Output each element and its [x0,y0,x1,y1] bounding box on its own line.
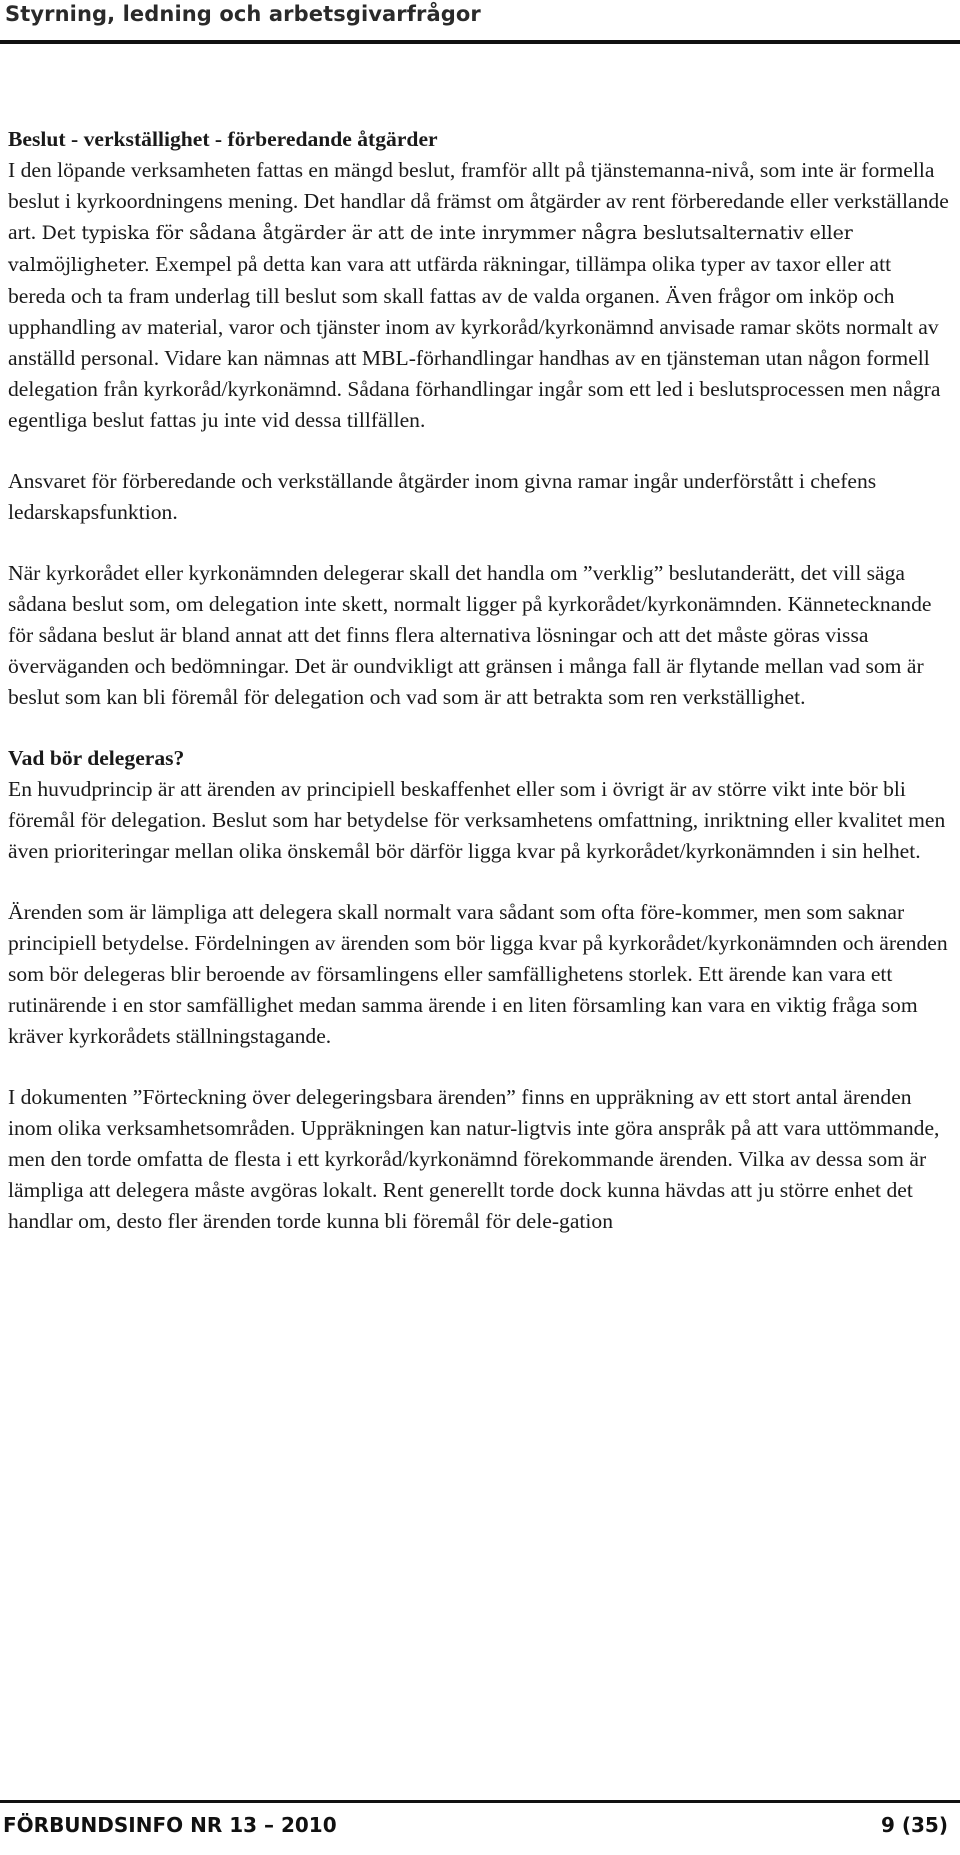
text-span: Exempel på detta kan vara att utfärda räkningar, tillämpa olika typer av taxor eller att bereda och ta fram underlag till beslut som skall fattas av de valda organen. [8,252,892,308]
page-header-title: Styrning, ledning och arbetsgivarfrågor [5,2,481,26]
footer-publication: FÖRBUNDSINFO NR 13 – 2010 [3,1813,337,1837]
footer-divider [0,1800,960,1803]
document-body [8,124,953,1237]
paragraph-huvudprincip: En huvudprincip är att ärenden av principiell beskaffenhet eller som i övrigt är av större vikt inte bör bli föremål för delegation. Beslut som har betydelse för verksamhetens omfattning, inriktning eller kvalitet men även prioriteringar mellan olika önskemål bör därför ligga kvar på kyrkorådet/kyrkonämnden i sin helhet. [8,777,946,863]
paragraph-beslut-intro [8,155,953,436]
text-span: I den löpande verksamheten fattas en mängd beslut, framför allt på tjänstemanna-nivå, som inte är formella beslut i kyrkoordningens mening. Det handlar då främst om åtgärder av rent förberedande eller verkställande art. [8,158,949,244]
paragraph-ansvaret: Ansvaret för förberedande och verkställande åtgärder inom givna ramar ingår underförstått i chefens ledarskapsfunktion. [8,469,877,524]
text-span: Även frågor om inköp och upphandling av material, varor och tjänster inom av kyrkoråd/kyrkonämnd anvisade ramar sköts normalt av anställd personal. [8,284,939,370]
section-heading-beslut: Beslut - verkställighet - förberedande åtgärder [8,127,438,151]
header-divider [0,40,960,44]
paragraph-delegerar: När kyrkorådet eller kyrkonämnden delegerar skall det handla om ”verklig” beslutanderätt, det vill säga sådana beslut som, om delegation inte skett, normalt ligger på kyrkorådet/kyrkonämnden. Kännetecknande för sådana beslut är bland annat att det finns flera alternativa lösningar och att det måste göras vissa överväganden och bedömningar. Det är oundvikligt att gränsen i många fall är flytande mellan vad som är beslut som kan bli föremål för delegation och vad som är att betrakta som ren verkställighet. [8,561,932,709]
section-heading-vad-bor-delegeras: Vad bör delegeras? [8,746,185,770]
text-span: Det typiska för sådana åtgärder är att de inte inrymmer några beslutsalternativ eller valmöjligheter. [8,222,853,276]
paragraph-lampliga-arenden: Ärenden som är lämpliga att delegera skall normalt vara sådant som ofta före-kommer, men som saknar principiell betydelse. Fördelningen av ärenden som bör ligga kvar på kyrkorådet/kyrkonämnden och ärenden som bör delegeras blir beroende av församlingens eller samfällighetens storlek. Ett ärende kan vara ett rutinärende i en stor samfällighet medan samma ärende i en liten församling kan vara en viktig fråga som kräver kyrkorådets ställningstagande. [8,900,948,1048]
text-span: Vidare kan nämnas att MBL-förhandlingar handhas av en tjänsteman utan någon formell delegation från kyrkoråd/kyrkonämnd. [8,346,930,401]
footer-page-number: 9 (35) [881,1813,948,1837]
paragraph-forteckning: I dokumenten ”Förteckning över delegeringsbara ärenden” finns en uppräkning av ett stort antal ärenden inom olika verksamhetsområden. Uppräkningen kan natur-ligtvis inte göra anspråk på att vara uttömmande, men den torde omfatta de flesta i ett kyrkoråd/kyrkonämnd förekommande ärenden. Vilka av dessa som är lämpliga att delegera måste avgöras lokalt. Rent generellt torde dock kunna hävdas att ju större enhet det handlar om, desto fler ärenden torde kunna bli föremål för dele-gation [8,1085,940,1233]
text-span: Sådana förhandlingar ingår som ett led i beslutsprocessen men några egentliga beslut fattas ju inte vid dessa tillfällen. [8,377,941,432]
